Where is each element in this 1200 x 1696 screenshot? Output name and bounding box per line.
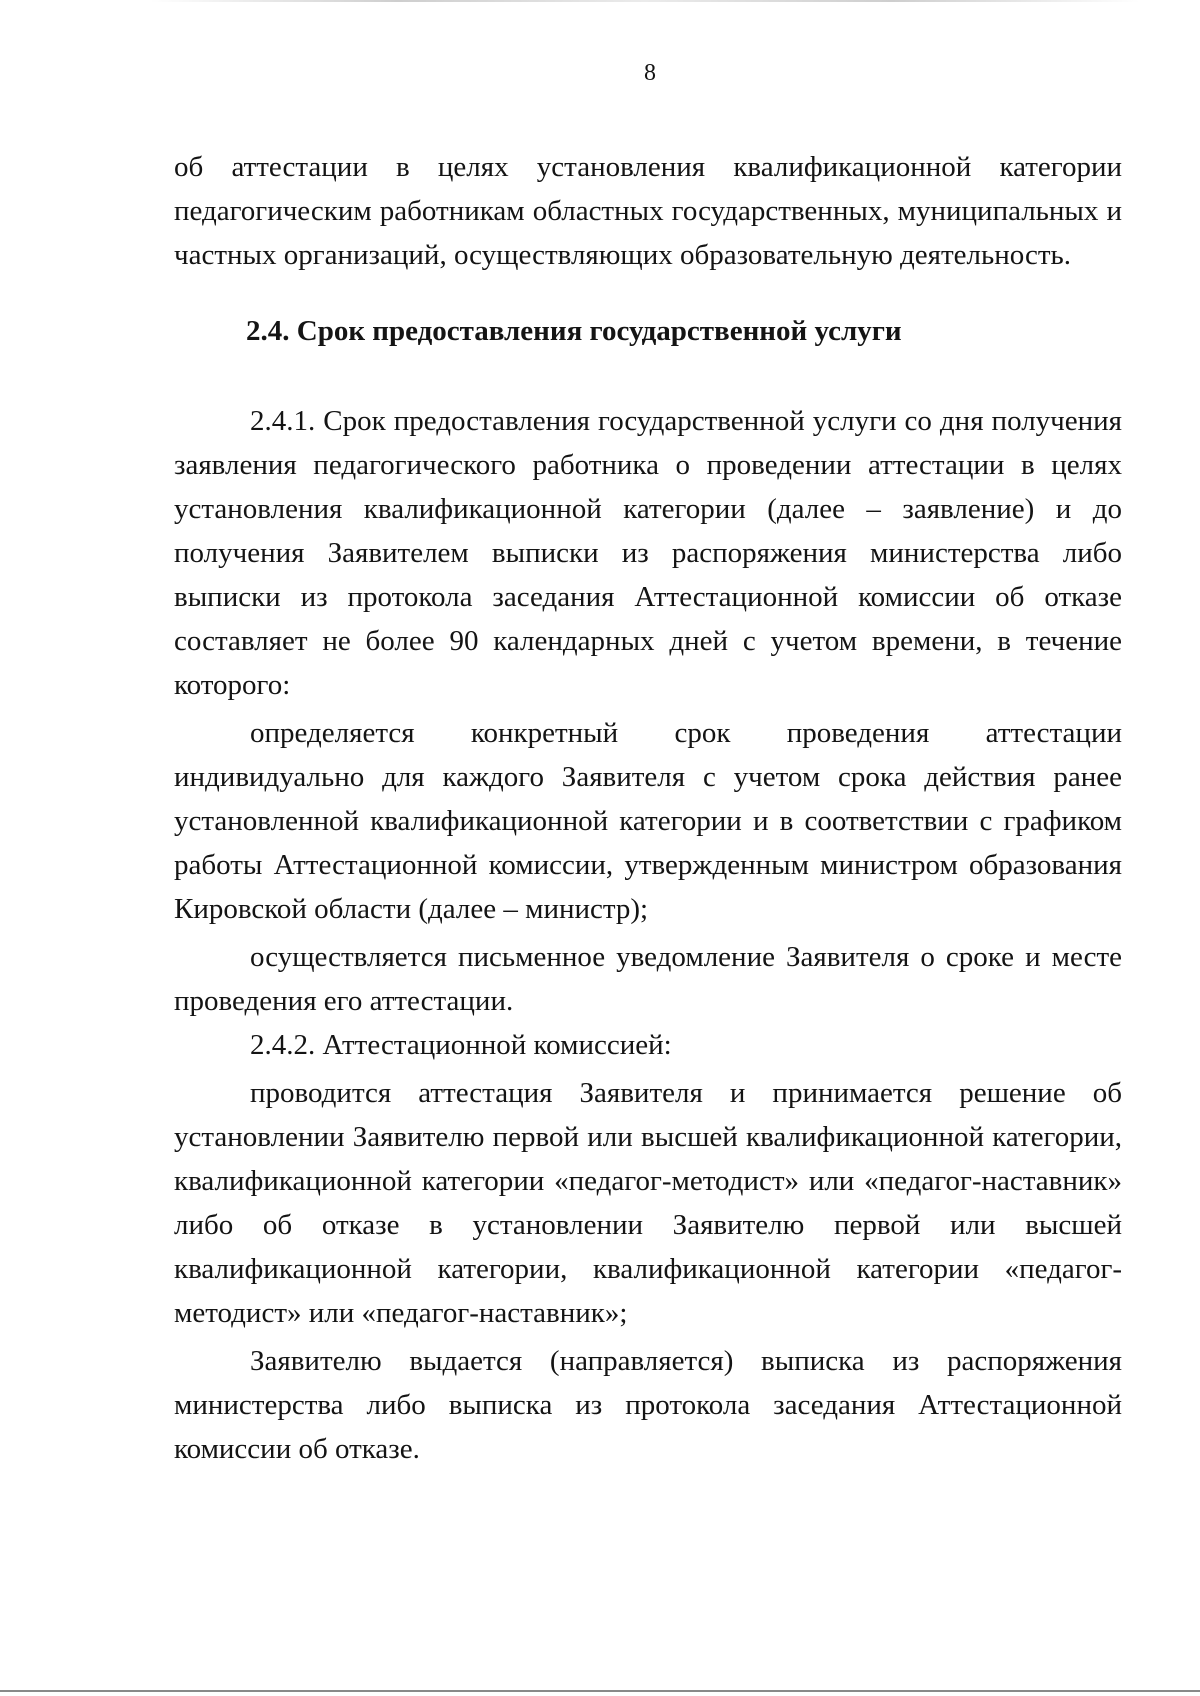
paragraph-attestation-decision: проводится аттестация Заявителя и принимается решение об установлении Заявителю первой или высшей квалификационной категории, квалификационной категории «педагог-методист» или «педагог-наставник» либо об отказе в установлении Заявителю первой или высшей квалификационной категории, квалификационной категории «педагог-методист» или «педагог-наставник»;	[174, 1077, 1122, 1329]
scan-top-edge	[150, 0, 1140, 2]
document-body	[174, 145, 1122, 1471]
paragraph-continuation: об аттестации в целях установления квалификационной категории педагогическим работникам областных государственных, муниципальных и частных организаций, осуществляющих образовательную деятельность.	[174, 151, 1122, 271]
paragraph-2-4-1: 2.4.1. Срок предоставления государственной услуги со дня получения заявления педагогического работника о проведении аттестации в целях установления квалификационной категории (далее – заявление) и до получения Заявителем выписки из распоряжения министерства либо выписки из протокола заседания Аттестационной комиссии об отказе составляет не более 90 календарных дней с учетом времени, в течение которого:	[174, 405, 1122, 701]
paragraph-2-4-2: 2.4.2. Аттестационной комиссией:	[250, 1029, 672, 1061]
paragraph-term-determination: определяется конкретный срок проведения аттестации индивидуально для каждого Заявителя с учетом срока действия ранее установленной квалификационной категории и в соответствии с графиком работы Аттестационной комиссии, утвержденным министром образования Кировской области (далее – министр);	[174, 717, 1122, 925]
scan-bottom-edge	[0, 1690, 1200, 1692]
section-heading: 2.4. Срок предоставления государственной услуги	[246, 315, 902, 347]
page-number: 8	[644, 60, 656, 86]
paragraph-notification: осуществляется письменное уведомление Заявителя о сроке и месте проведения его аттестации.	[174, 941, 1122, 1017]
paragraph-extract-issued: Заявителю выдается (направляется) выписка из распоряжения министерства либо выписка из протокола заседания Аттестационной комиссии об отказе.	[174, 1345, 1122, 1465]
